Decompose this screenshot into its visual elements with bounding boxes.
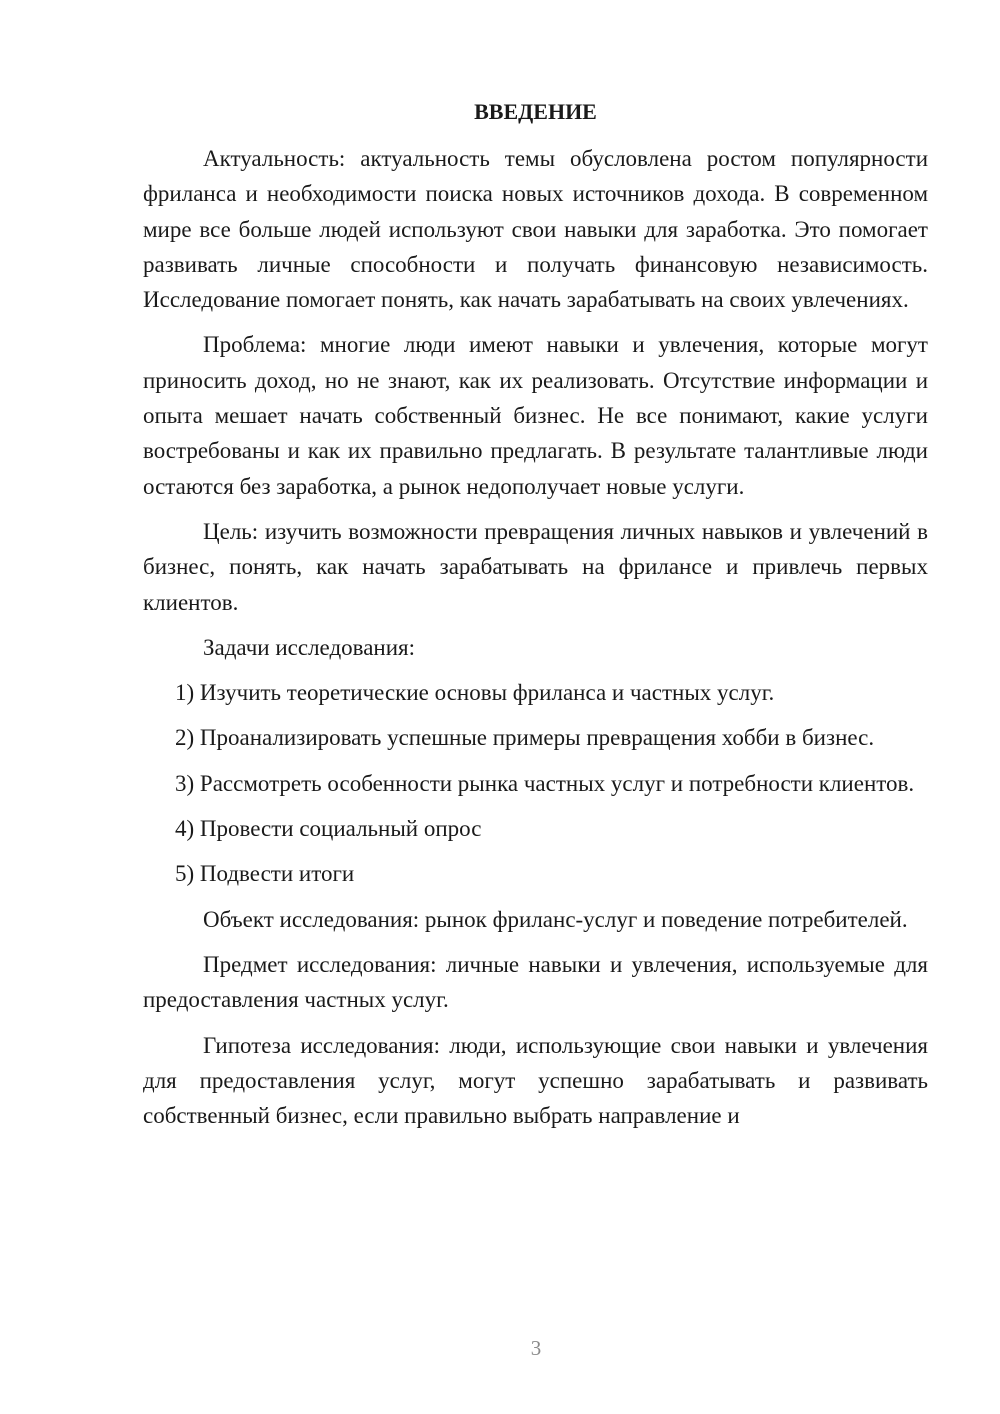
- paragraph-subject: Предмет исследования: личные навыки и увлечения, используемые для предоставления частных услуг.: [143, 951, 928, 1013]
- task-item: 1) Изучить теоретические основы фриланса и частных услуг.: [175, 680, 775, 706]
- paragraph-relevance: Актуальность: актуальность темы обусловлена ростом популярности фриланса и необходимости поиска новых источников дохода. В современном мире все больше людей используют свои навыки для заработка. Это помогает развивать личные способности и получать финансовую независимость. Исследование помогает понять, как начать зарабатывать на своих увлечениях.: [143, 146, 928, 313]
- paragraph-object: Объект исследования: рынок фриланс-услуг и поведение потребителей.: [203, 906, 908, 932]
- task-item: 5) Подвести итоги: [175, 861, 355, 887]
- tasks-heading: Задачи исследования:: [203, 634, 416, 660]
- paragraph-goal: Цель: изучить возможности превращения личных навыков и увлечений в бизнес, понять, как начать зарабатывать на фрилансе и привлечь первых клиентов.: [143, 518, 928, 615]
- task-item: 2) Проанализировать успешные примеры превращения хобби в бизнес.: [175, 725, 875, 751]
- page-title: ВВЕДЕНИЕ: [474, 99, 597, 124]
- task-item: 3) Рассмотреть особенности рынка частных услуг и потребности клиентов.: [175, 770, 915, 796]
- task-item: 4) Провести социальный опрос: [175, 816, 482, 842]
- paragraph-problem: Проблема: многие люди имеют навыки и увлечения, которые могут приносить доход, но не знают, как их реализовать. Отсутствие информации и опыта мешает начать собственный бизнес. Не все понимают, какие услуги востребованы и как их правильно предлагать. В результате талантливые люди остаются без заработка, а рынок недополучает новые услуги.: [143, 332, 928, 499]
- paragraph-hypothesis: Гипотеза исследования: люди, использующие свои навыки и увлечения для предоставления услуг, могут успешно зарабатывать и развивать собственный бизнес, если правильно выбрать направление и: [143, 1032, 928, 1129]
- page-number: 3: [530, 1336, 542, 1360]
- document-body: [143, 94, 928, 1143]
